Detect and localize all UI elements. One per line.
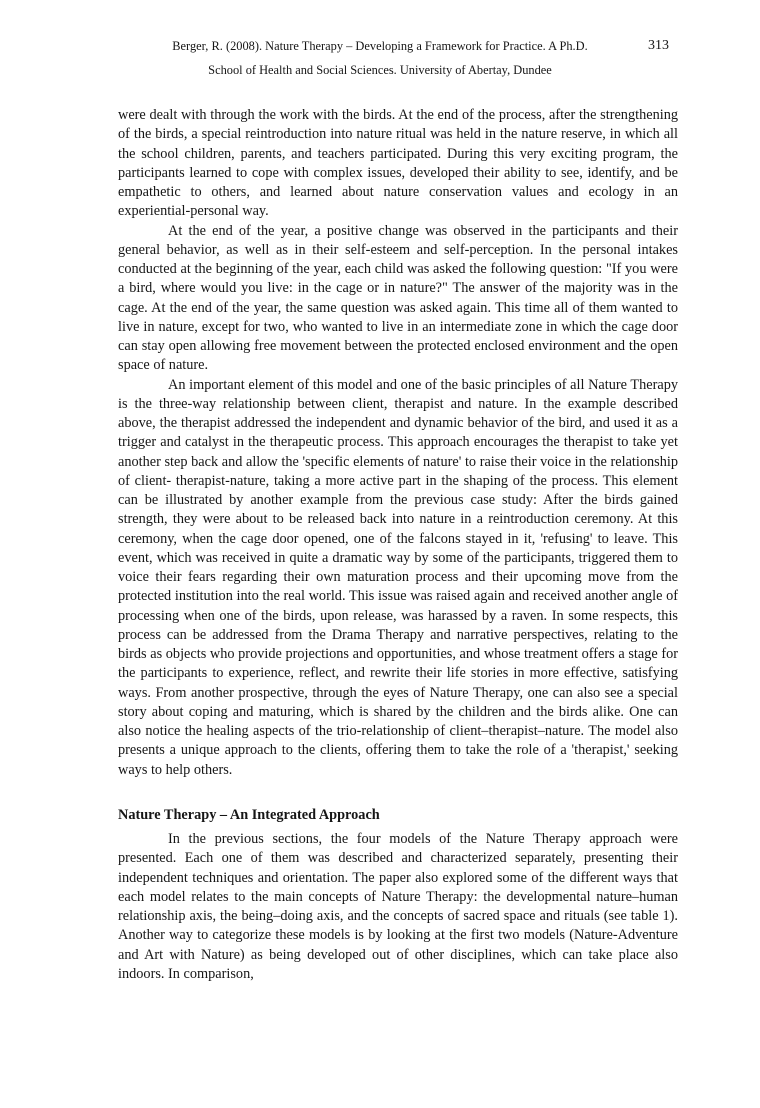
- paragraph: In the previous sections, the four models of the Nature Therapy approach were presented. Each one of them was described and characterized separately, presenting their independent techniques and orientation. The paper also explored some of the different ways that each model relates to the main concepts of Nature Therapy: the developmental nature–human relationship axis, the being–doing axis, and the concepts of sacred space and rituals (see table 1). Another way to categorize these models is by looking at the first two models (Nature-Adventure and Art with Nature) as being developed out of other disciplines, which can take place also indoors. In comparison,: [118, 831, 678, 982]
- body-text: [118, 106, 678, 984]
- paragraph: At the end of the year, a positive change was observed in the participants and their general behavior, as well as in their self-esteem and self-perception. In the personal intakes conducted at the beginning of the year, each child was asked the following question: "If you were a bird, where would you live: in the cage or in nature?" The answer of the majority was in the cage. At the end of the year, the same question was asked again. This time all of them wanted to live in nature, except for two, who wanted to live in an intermediate zone in which the cage door can stay open allowing free movement between the protected enclosed environment and the open space of nature.: [118, 222, 678, 374]
- paragraph: were dealt with through the work with the birds. At the end of the process, after the strengthening of the birds, a special reintroduction into nature ritual was held in the nature reserve, in which all the school children, parents, and teachers participated. During this very exciting program, the participants learned to cope with complex issues, developed their ability to see, identify, and be empathetic to others, and learned about nature conservation values and ecology in an experiential-personal way.: [118, 107, 678, 220]
- running-header: [0, 34, 760, 82]
- paragraph: An important element of this model and one of the basic principles of all Nature Therapy is the three-way relationship between client, therapist and nature. In the example described above, the therapist addressed the independent and dynamic behavior of the bird, and used it as a trigger and catalyst in the therapeutic process. This approach encourages the therapist to take yet another step back and allow the 'specific elements of nature' to raise their voice in the relationship of client- therapist-nature, taking a more active part in the shaping of the process. This element can be illustrated by another example from the previous case study: After the birds gained strength, they were about to be released back into nature in a reintroduction ceremony. At this ceremony, when the cage door opened, one of the falcons stayed in it, 'refusing' to leave. This event, which was received in quite a dramatic way by some of the participants, triggered them to voice their fears regarding their own maturation process and their upcoming move from the protected institution into the real world. This issue was raised again and received another angle of processing when one of the birds, upon release, was harassed by a raven. In some respects, this process can be addressed from the Drama Therapy and narrative perspectives, relating to the birds as objects who provide projections and opportunities, and whose treatment offers a stage for the participants to experience, reflect, and rewrite their life stories in more effective, satisfying ways. From another prospective, through the eyes of Nature Therapy, one can also see a special story about coping and maturing, which is shared by the children and the birds alike. One can also notice the healing aspects of the trio-relationship of client–therapist–nature. The model also presents a unique approach to the clients, offering them to take the role of a 'therapist,' seeking ways to help others.: [118, 376, 678, 778]
- header-institution: School of Health and Social Sciences. University of Abertay, Dundee: [208, 63, 552, 77]
- section-heading: Nature Therapy – An Integrated Approach: [118, 806, 380, 823]
- header-citation: Berger, R. (2008). Nature Therapy – Developing a Framework for Practice. A Ph.D.: [172, 39, 588, 53]
- page-number: 313: [648, 38, 669, 53]
